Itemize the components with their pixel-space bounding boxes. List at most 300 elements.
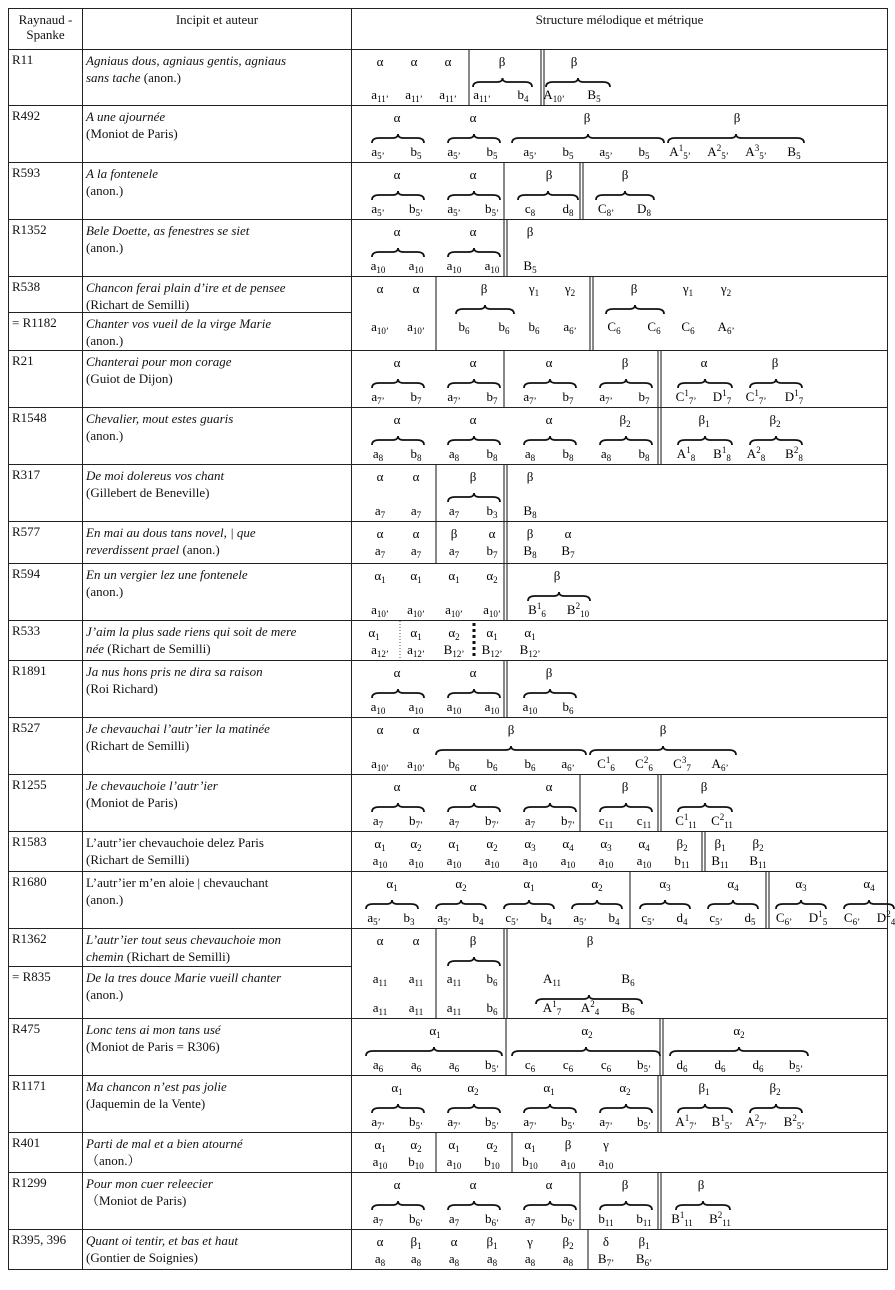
syllable-label: $D^2_4$ bbox=[876, 909, 895, 927]
syllable-label: $a_{10}$ bbox=[446, 258, 462, 275]
syllable-label: $a_{7’}$ bbox=[371, 389, 385, 406]
group-label: α bbox=[469, 412, 477, 427]
group-label: β bbox=[507, 722, 515, 737]
syllable-label: $d_4$ bbox=[676, 910, 688, 927]
author-text: (Richart de Semilli) bbox=[123, 949, 231, 964]
syllable-label: $a_7$ bbox=[448, 813, 460, 830]
grouping-brace bbox=[366, 900, 418, 909]
grouping-brace bbox=[448, 957, 500, 966]
incipit-text: Je chevauchoie l’autr’ier bbox=[86, 778, 218, 793]
syllable-label: $B_5$ bbox=[787, 144, 801, 161]
incipit-block bbox=[83, 1076, 351, 1112]
syllable-label: $a_7$ bbox=[524, 1211, 536, 1228]
syllable-label: $a_7$ bbox=[410, 503, 422, 520]
grouping-brace bbox=[678, 1104, 732, 1113]
author-text: (Richart de Semilli) bbox=[86, 738, 190, 753]
incipit-text: Quant oi tentir, et bas et haut bbox=[86, 1233, 239, 1248]
syllable-label: $C^2_6$ bbox=[635, 755, 653, 773]
syllable-label: $a_{10’}$ bbox=[407, 756, 425, 773]
table-row bbox=[9, 661, 888, 718]
syllable-label: $B_8$ bbox=[523, 543, 537, 560]
raynaud-code: R527 bbox=[12, 720, 41, 735]
syllable-label: $a_6$ bbox=[448, 1057, 460, 1074]
group-label: α bbox=[469, 110, 477, 125]
incipit-line bbox=[86, 279, 348, 296]
syllable-label: $c_{5’}$ bbox=[505, 910, 519, 927]
grouping-brace bbox=[448, 1201, 500, 1210]
incipit-cell bbox=[83, 1076, 352, 1133]
table-row bbox=[9, 775, 888, 832]
raynaud-code-equivalent: = R835 bbox=[12, 969, 51, 984]
syllable-label-middle: $A_{11}$ bbox=[542, 971, 562, 988]
group-label: β bbox=[570, 54, 578, 69]
structure-cell bbox=[352, 522, 888, 564]
syllable-label: $a_{7’}$ bbox=[447, 1114, 461, 1131]
grouping-brace bbox=[448, 689, 500, 698]
syllable-label: $a_7$ bbox=[524, 813, 536, 830]
incipit-part bbox=[83, 313, 351, 349]
incipit-line bbox=[86, 680, 348, 697]
structure-cell bbox=[352, 929, 888, 1019]
incipit-line bbox=[86, 239, 348, 256]
incipit-cell bbox=[83, 163, 352, 220]
group-label: β bbox=[771, 355, 779, 370]
grouping-brace bbox=[676, 1201, 730, 1210]
group-label: β bbox=[621, 1177, 629, 1192]
group-label: $\alpha_2$ bbox=[486, 568, 498, 585]
raynaud-spanke-cell bbox=[9, 220, 83, 277]
grouping-brace bbox=[448, 436, 500, 445]
group-label: $\alpha_4$ bbox=[638, 836, 650, 853]
syllable-label: $c_6$ bbox=[562, 1057, 574, 1074]
grouping-brace bbox=[678, 803, 732, 812]
table-row bbox=[9, 50, 888, 106]
grouping-brace bbox=[750, 1104, 802, 1113]
incipit-line bbox=[86, 484, 348, 501]
syllable-label-middle: $a_{11}$ bbox=[408, 971, 424, 988]
grouping-brace bbox=[366, 1047, 502, 1056]
structure-cell bbox=[352, 1230, 888, 1270]
table-row bbox=[9, 277, 888, 351]
incipit-cell bbox=[83, 1133, 352, 1173]
group-label: $\alpha_1$ bbox=[368, 625, 380, 642]
syllable-label: $B_5$ bbox=[587, 87, 601, 104]
structure-diagram bbox=[352, 465, 888, 521]
grouping-brace bbox=[678, 379, 732, 388]
incipit-part bbox=[83, 277, 351, 313]
syllable-label: $b_6$ bbox=[448, 756, 460, 773]
syllable-label-middle: $a_{11}$ bbox=[446, 971, 462, 988]
syllable-label: $b_3$ bbox=[486, 503, 498, 520]
incipit-cell bbox=[83, 465, 352, 522]
syllable-label: $a_{10}$ bbox=[636, 853, 652, 870]
incipit-text: Pour mon cuer releecier bbox=[86, 1176, 213, 1191]
table-row bbox=[9, 163, 888, 220]
raynaud-code: R1583 bbox=[12, 834, 47, 849]
syllable-label: $c_{5’}$ bbox=[709, 910, 723, 927]
incipit-line bbox=[86, 1249, 348, 1266]
group-label: $\alpha_1$ bbox=[448, 568, 460, 585]
group-label: $\beta_2$ bbox=[752, 836, 764, 853]
group-label: $\alpha_2$ bbox=[619, 1080, 631, 1097]
group-label: β bbox=[545, 665, 553, 680]
raynaud-spanke-cell bbox=[9, 163, 83, 220]
syllable-label: $a_{11}$ bbox=[372, 1000, 388, 1017]
grouping-brace bbox=[448, 1104, 500, 1113]
group-label: $\alpha_3$ bbox=[795, 876, 807, 893]
incipit-cell bbox=[83, 661, 352, 718]
syllable-label: $c_{11}$ bbox=[636, 813, 652, 830]
author-text: L’autr’ier chevauchoie delez Paris bbox=[86, 835, 264, 850]
author-text: (Jaquemin de la Vente) bbox=[86, 1096, 206, 1111]
syllable-label: $b_6$ bbox=[498, 319, 510, 336]
group-label: β bbox=[586, 933, 594, 948]
group-label: $\alpha_2$ bbox=[733, 1023, 745, 1040]
author-text: (Moniot de Paris) bbox=[86, 795, 178, 810]
syllable-label: $b_7$ bbox=[562, 389, 574, 406]
group-label: $\beta_2$ bbox=[769, 412, 781, 429]
author-text: （anon.） bbox=[86, 1153, 141, 1168]
syllable-label: $a_{10}$ bbox=[560, 853, 576, 870]
grouping-brace bbox=[448, 248, 500, 257]
incipit-cell bbox=[83, 872, 352, 929]
syllable-label: $a_{10}$ bbox=[408, 853, 424, 870]
group-label: $\beta_1$ bbox=[486, 1234, 498, 1251]
syllable-label: $a_{10’}$ bbox=[371, 319, 389, 336]
syllable-label: $b_{7’}$ bbox=[409, 813, 423, 830]
incipit-line bbox=[86, 165, 348, 182]
group-label: β bbox=[553, 568, 561, 583]
incipit-line bbox=[86, 69, 348, 86]
group-label: α bbox=[393, 167, 401, 182]
syllable-label: $A^1_{5’}$ bbox=[669, 143, 691, 161]
group-label: $\alpha_3$ bbox=[600, 836, 612, 853]
structure-diagram bbox=[352, 832, 888, 871]
structure-diagram bbox=[352, 1230, 888, 1269]
syllable-label: $b_{6’}$ bbox=[409, 1211, 423, 1228]
group-label: α bbox=[469, 167, 477, 182]
syllable-label: $a_{5’}$ bbox=[371, 201, 385, 218]
syllable-label: $a_{7’}$ bbox=[523, 389, 537, 406]
structure-diagram bbox=[352, 408, 888, 464]
incipit-part bbox=[83, 967, 351, 1003]
group-label: β bbox=[621, 779, 629, 794]
group-label: α bbox=[376, 526, 384, 541]
group-label: $\alpha_1$ bbox=[524, 1137, 536, 1154]
group-label: β bbox=[480, 281, 488, 296]
incipit-block bbox=[83, 220, 351, 256]
raynaud-spanke-cell bbox=[9, 1133, 83, 1173]
syllable-label: $d_8$ bbox=[562, 201, 574, 218]
syllable-label: $a_8$ bbox=[448, 1251, 460, 1268]
syllable-label: $b_{5’}$ bbox=[409, 1114, 423, 1131]
syllable-label: $a_8$ bbox=[524, 1251, 536, 1268]
group-label: δ bbox=[602, 1234, 610, 1249]
syllable-label-middle: $a_{11}$ bbox=[372, 971, 388, 988]
incipit-block bbox=[83, 1019, 351, 1055]
syllable-label: $b_5$ bbox=[638, 144, 650, 161]
syllable-label: $b_7$ bbox=[638, 389, 650, 406]
syllable-label: $a_{5’}$ bbox=[599, 144, 613, 161]
group-label: $\beta_1$ bbox=[698, 412, 710, 429]
structure-cell bbox=[352, 832, 888, 872]
raynaud-code: R1255 bbox=[12, 777, 47, 792]
grouping-brace bbox=[372, 134, 424, 143]
group-label: α bbox=[412, 281, 420, 296]
group-label: β bbox=[526, 526, 534, 541]
group-label: $\alpha_4$ bbox=[727, 876, 739, 893]
syllable-label: $D^1_7$ bbox=[784, 388, 804, 406]
syllable-label: $b_5$ bbox=[562, 144, 574, 161]
grouping-brace bbox=[546, 78, 610, 87]
structure-cell bbox=[352, 564, 888, 621]
grouping-brace bbox=[524, 803, 576, 812]
raynaud-code: R593 bbox=[12, 165, 41, 180]
incipit-line bbox=[86, 640, 348, 657]
incipit-text: De moi dolereus vos chant bbox=[86, 468, 225, 483]
syllable-label: $a_{10’}$ bbox=[407, 602, 425, 619]
group-label: $\alpha_2$ bbox=[486, 1137, 498, 1154]
syllable-label: $b_{6’}$ bbox=[561, 1211, 575, 1228]
incipit-text: Parti de mal et a bien atourné bbox=[86, 1136, 243, 1151]
group-label: $\alpha_1$ bbox=[374, 568, 386, 585]
syllable-label: $C_{6’}$ bbox=[843, 910, 861, 927]
author-text: (Richart de Semilli) bbox=[104, 641, 211, 656]
incipit-cell bbox=[83, 564, 352, 621]
group-label: α bbox=[444, 54, 452, 69]
table-row bbox=[9, 351, 888, 408]
incipit-block bbox=[83, 50, 351, 86]
syllable-label: $A^2_{7’}$ bbox=[745, 1113, 767, 1131]
group-label: α bbox=[412, 933, 420, 948]
raynaud-code: R577 bbox=[12, 524, 41, 539]
incipit-line bbox=[86, 370, 348, 387]
incipit-block bbox=[83, 929, 351, 965]
syllable-label: $a_6$ bbox=[410, 1057, 422, 1074]
raynaud-spanke-cell bbox=[9, 661, 83, 718]
structure-cell bbox=[352, 775, 888, 832]
group-label: β bbox=[700, 779, 708, 794]
group-label: $\alpha_4$ bbox=[863, 876, 875, 893]
raynaud-spanke-cell bbox=[9, 277, 83, 351]
syllable-label: $b_6$ bbox=[458, 319, 470, 336]
syllable-label: $a_{10}$ bbox=[408, 258, 424, 275]
syllable-label: $a_7$ bbox=[374, 503, 386, 520]
syllable-label: $a_{10}$ bbox=[372, 853, 388, 870]
group-label: α bbox=[488, 526, 496, 541]
incipit-line bbox=[86, 1038, 348, 1055]
grouping-brace bbox=[456, 305, 514, 314]
syllable-label: $B^2_{11}$ bbox=[709, 1210, 731, 1228]
syllable-label: $b_3$ bbox=[403, 910, 415, 927]
incipit-cell bbox=[83, 408, 352, 465]
syllable-label: $a_{10’}$ bbox=[445, 602, 463, 619]
table-row bbox=[9, 564, 888, 621]
syllable-label: $a_{10}$ bbox=[560, 1154, 576, 1171]
grouping-brace bbox=[600, 1201, 652, 1210]
incipit-text: J’aim la plus sade riens qui soit de mere bbox=[86, 624, 297, 639]
structure-diagram bbox=[352, 1133, 888, 1172]
raynaud-spanke-cell bbox=[9, 872, 83, 929]
syllable-label: $b_6$ bbox=[486, 1000, 498, 1017]
incipit-line bbox=[86, 583, 348, 600]
group-label: $\beta_2$ bbox=[769, 1080, 781, 1097]
group-label: α bbox=[376, 933, 384, 948]
structure-diagram bbox=[352, 163, 888, 219]
syllable-label: $a_6$ bbox=[372, 1057, 384, 1074]
author-text: (Moniot de Paris = R306) bbox=[86, 1039, 220, 1054]
group-label: $\alpha_3$ bbox=[659, 876, 671, 893]
incipit-text: Agniaus dous, agniaus gentis, agniaus bbox=[86, 53, 287, 68]
incipit-line bbox=[86, 182, 348, 199]
incipit-line bbox=[86, 296, 348, 313]
grouping-brace bbox=[448, 379, 500, 388]
incipit-line bbox=[86, 222, 348, 239]
group-label: α bbox=[545, 779, 553, 794]
syllable-label: $a_{5’}$ bbox=[447, 201, 461, 218]
incipit-text: Je chevauchai l’autr’ier la matinée bbox=[86, 721, 270, 736]
syllable-label: $a_7$ bbox=[372, 1211, 384, 1228]
syllable-label: $B^1_8$ bbox=[713, 445, 731, 463]
group-label: β bbox=[450, 526, 458, 541]
incipit-text: Chanter vos vueil de la virge Marie bbox=[86, 316, 272, 331]
raynaud-code: R1352 bbox=[12, 222, 47, 237]
group-label: α bbox=[469, 355, 477, 370]
syllable-label: $a_{5’}$ bbox=[523, 144, 537, 161]
structure-cell bbox=[352, 1133, 888, 1173]
code-part bbox=[9, 967, 82, 985]
grouping-brace bbox=[436, 746, 586, 755]
raynaud-spanke-cell bbox=[9, 1019, 83, 1076]
author-text: (anon.) bbox=[179, 542, 220, 557]
incipit-line bbox=[86, 891, 348, 908]
syllable-label: $a_{7’}$ bbox=[523, 1114, 537, 1131]
group-label: β bbox=[583, 110, 591, 125]
group-label: $\beta_2$ bbox=[676, 836, 688, 853]
raynaud-code: R538 bbox=[12, 279, 41, 294]
group-label: $\gamma_1$ bbox=[682, 281, 694, 298]
raynaud-spanke-cell bbox=[9, 522, 83, 564]
syllable-label: $a_{10’}$ bbox=[371, 756, 389, 773]
incipit-line bbox=[86, 777, 348, 794]
incipit-cell bbox=[83, 621, 352, 661]
incipit-block bbox=[83, 872, 351, 908]
group-label: $\alpha_1$ bbox=[524, 625, 536, 642]
group-label: $\alpha_2$ bbox=[486, 836, 498, 853]
incipit-line bbox=[86, 623, 348, 640]
group-label: α bbox=[393, 110, 401, 125]
incipit-text: Lonc tens ai mon tans usé bbox=[86, 1022, 221, 1037]
syllable-label: $D_8$ bbox=[637, 201, 651, 218]
syllable-label: $B_7$ bbox=[561, 543, 575, 560]
group-label: $\alpha_1$ bbox=[386, 876, 398, 893]
syllable-label: $a_{12’}$ bbox=[371, 642, 389, 659]
structure-diagram bbox=[352, 277, 888, 350]
grouping-brace bbox=[372, 803, 424, 812]
grouping-brace bbox=[596, 191, 654, 200]
raynaud-code: R1299 bbox=[12, 1175, 47, 1190]
table-row bbox=[9, 621, 888, 661]
syllable-label: $b_7$ bbox=[410, 389, 422, 406]
incipit-cell bbox=[83, 775, 352, 832]
incipit-text: Ma chancon n’est pas jolie bbox=[86, 1079, 227, 1094]
grouping-brace bbox=[512, 1047, 660, 1056]
syllable-label: $b_8$ bbox=[638, 446, 650, 463]
raynaud-code: R1680 bbox=[12, 874, 47, 889]
syllable-label: $D^1_7$ bbox=[712, 388, 732, 406]
structure-cell bbox=[352, 661, 888, 718]
syllable-label: $a_{10}$ bbox=[598, 1154, 614, 1171]
incipit-line bbox=[86, 986, 348, 1003]
incipit-line bbox=[86, 720, 348, 737]
syllable-label: $a_7$ bbox=[410, 543, 422, 560]
syllable-label: $b_{11}$ bbox=[674, 853, 690, 870]
incipit-text: A une ajournée bbox=[86, 109, 166, 124]
table-row bbox=[9, 1230, 888, 1270]
group-label: α bbox=[545, 412, 553, 427]
structure-diagram bbox=[352, 564, 888, 620]
code-part bbox=[9, 929, 82, 967]
raynaud-code: R317 bbox=[12, 467, 41, 482]
incipit-block bbox=[83, 522, 351, 558]
incipit-block-equivalent bbox=[83, 967, 351, 1003]
syllable-label: $B^1_{11}$ bbox=[671, 1210, 693, 1228]
structure-diagram bbox=[352, 50, 888, 105]
raynaud-spanke-cell bbox=[9, 106, 83, 163]
group-label: α bbox=[412, 526, 420, 541]
incipit-text: Chevalier, mout estes guaris bbox=[86, 411, 234, 426]
incipit-cell bbox=[83, 1230, 352, 1270]
syllable-label: $b_4$ bbox=[472, 910, 484, 927]
incipit-line bbox=[86, 1078, 348, 1095]
incipit-text: A la fontenele bbox=[86, 166, 158, 181]
group-label: $\beta_2$ bbox=[562, 1234, 574, 1251]
incipit-line bbox=[86, 427, 348, 444]
incipit-line bbox=[86, 931, 348, 948]
syllable-label: $a_{11’}$ bbox=[405, 87, 423, 104]
syllable-label: $B_{12’}$ bbox=[481, 642, 503, 659]
incipit-block bbox=[83, 718, 351, 754]
syllable-label: $a_{10}$ bbox=[446, 853, 462, 870]
syllable-label: $d_5$ bbox=[744, 910, 756, 927]
group-label: β bbox=[526, 224, 534, 239]
incipit-line bbox=[86, 52, 348, 69]
syllable-label: $a_8$ bbox=[562, 1251, 574, 1268]
syllable-label: $C_{8’}$ bbox=[597, 201, 615, 218]
group-label: $\alpha_1$ bbox=[410, 625, 422, 642]
structure-diagram bbox=[352, 872, 895, 928]
header-row bbox=[9, 9, 888, 50]
incipit-line bbox=[86, 1021, 348, 1038]
syllable-label: $B_{11}$ bbox=[711, 853, 729, 870]
grouping-brace bbox=[572, 900, 622, 909]
syllable-label: $A^1_8$ bbox=[676, 445, 696, 463]
syllable-label: $B_{12’}$ bbox=[443, 642, 465, 659]
syllable-label: $A^2_8$ bbox=[746, 445, 766, 463]
incipit-block bbox=[83, 1133, 351, 1169]
syllable-label: $B_8$ bbox=[523, 503, 537, 520]
raynaud-spanke-cell bbox=[9, 1230, 83, 1270]
syllable-label: $a_7$ bbox=[448, 503, 460, 520]
group-label: α bbox=[376, 281, 384, 296]
syllable-label: $b_6$ bbox=[562, 699, 574, 716]
structure-diagram bbox=[352, 1019, 888, 1075]
incipit-cell bbox=[83, 832, 352, 872]
incipit-block bbox=[83, 163, 351, 199]
structure-cell bbox=[352, 220, 888, 277]
incipit-text: Chanterai pour mon corage bbox=[86, 354, 232, 369]
incipit-line bbox=[86, 566, 348, 583]
